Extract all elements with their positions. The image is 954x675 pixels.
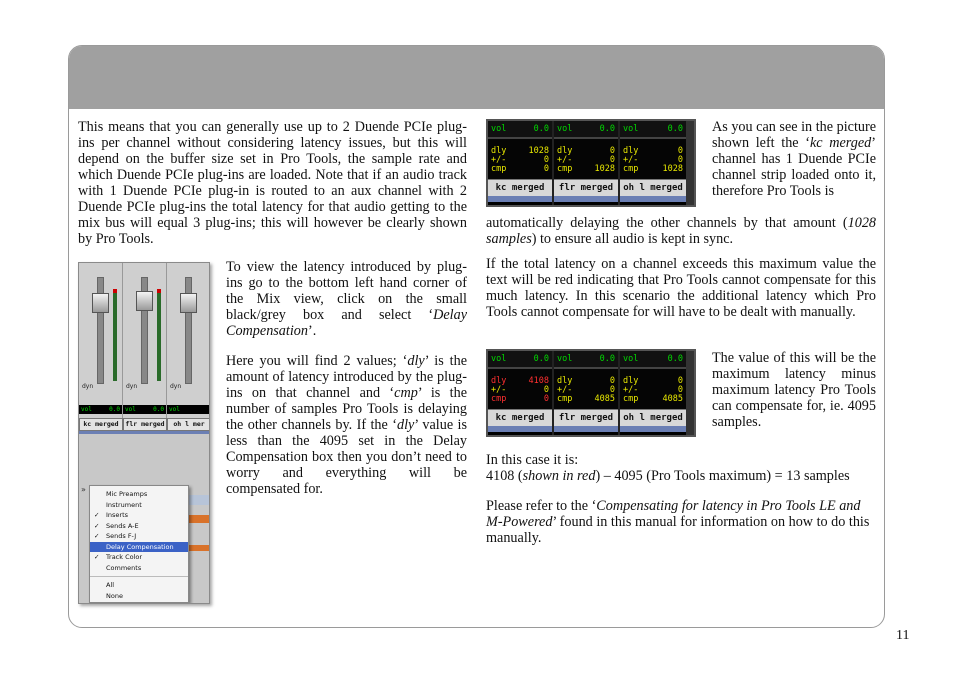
channel-strip — [554, 121, 620, 205]
track-name[interactable]: flr merged — [554, 409, 618, 426]
track-name[interactable]: kc merged — [79, 418, 123, 431]
check-icon: ✓ — [94, 532, 100, 540]
menu-item-mic-preamps[interactable]: Mic Preamps — [106, 490, 148, 498]
latency-readout — [554, 369, 618, 409]
plusminus-row: +/- 0 — [557, 384, 615, 395]
channel-strip — [488, 121, 554, 205]
plusminus-row: +/- 0 — [623, 384, 683, 395]
cmp-row: cmp 1028 — [557, 163, 615, 174]
plusminus-row: +/- 0 — [557, 154, 615, 165]
mixer-vol-readout: vol — [167, 405, 210, 414]
left-paragraph-3: Here you will find 2 values; ‘dly’ is the amount of latency introduced by the plug-ins on that channel and ‘cmp’ is the number of samples Pro Tools is delaying the other channels by. If the ‘dly’ value is less than the 4095 set in the Delay Compensation box then you don’t need to worry and everything will be compensated for. — [226, 353, 468, 497]
mixer-track-names — [79, 418, 210, 431]
delay-comp-strip-2 — [486, 349, 696, 437]
cmp-row: cmp 0 — [491, 393, 549, 404]
latency-readout — [488, 369, 552, 409]
mixer-channel-1 — [79, 263, 123, 423]
page-number: 11 — [896, 628, 910, 643]
track-name[interactable]: oh l merged — [620, 179, 686, 196]
menu-item-inserts[interactable]: ✓ Inserts — [94, 511, 129, 519]
mixer-screenshot — [78, 262, 210, 604]
right-paragraph-5: Please refer to the ‘Compensating for latency in Pro Tools LE and M-Powered’ found in this manual for information on how to do this manually. — [486, 498, 870, 546]
channel-strip — [620, 121, 686, 205]
vol-readout: vol 0.0 — [554, 121, 618, 139]
track-name[interactable]: kc merged — [488, 409, 552, 426]
track-name[interactable]: flr merged — [123, 418, 167, 431]
vol-readout: vol 0.0 — [488, 121, 552, 139]
latency-readout — [554, 139, 618, 179]
vol-readout: vol 0.0 — [488, 351, 552, 369]
left-paragraph-2: To view the latency introduced by plug-ins go to the bottom left hand corner of the Mix view, click on the small black/grey box and select ‘Delay Compensation’. — [226, 259, 467, 339]
vol-readout: vol 0.0 — [620, 351, 686, 369]
right-paragraph-4: In this case it is: 4108 (shown in red) – 4095 (Pro Tools maximum) = 13 samples — [486, 452, 850, 484]
plusminus-row: +/- 0 — [491, 384, 549, 395]
menu-item-sends-a-e[interactable]: ✓ Sends A-E — [94, 521, 139, 530]
fader-handle[interactable] — [136, 291, 153, 311]
dyn-label: dyn — [170, 383, 182, 390]
right-paragraph-2: If the total latency on a channel exceeds this maximum value the text will be red indicating that Pro Tools cannot compensate for this much latency. In this scenario the additional latency which Pro Tools cannot compensate for will have to be dealt with manually. — [486, 256, 876, 320]
plusminus-row: +/- 0 — [623, 154, 683, 165]
card-header-bar — [69, 46, 884, 109]
vol-readout: vol 0.0 — [554, 351, 618, 369]
cmp-row: cmp 4085 — [557, 393, 615, 404]
left-paragraph-1 — [78, 119, 467, 247]
cmp-row: cmp 0 — [491, 163, 549, 174]
check-icon: ✓ — [94, 511, 100, 519]
right-paragraph-3: The value of this will be the maximum latency minus maximum latency Pro Tools can compensate for, ie. 4095 samples. — [712, 350, 876, 430]
view-menu — [89, 485, 189, 603]
dly-row: dly 1028 — [491, 145, 549, 156]
right-paragraph-1: As you can see in the picture shown left the ‘kc merged’ channel has 1 Duende PCIe channel strip loaded onto it, therefore Pro Tools is — [712, 119, 876, 199]
level-meter — [157, 293, 161, 381]
latency-readout — [488, 139, 552, 179]
track-name[interactable]: kc merged — [488, 179, 552, 196]
fader-handle[interactable] — [92, 293, 109, 313]
track-name[interactable]: oh l mer — [167, 418, 210, 431]
menu-item-comments[interactable]: Comments — [106, 563, 142, 572]
menu-item-instrument[interactable]: Instrument — [106, 500, 142, 509]
menu-item-delay-compensation[interactable]: Delay Compensation — [90, 542, 188, 553]
fader-handle[interactable] — [180, 293, 197, 313]
channel-strip — [620, 351, 686, 435]
check-icon: ✓ — [94, 553, 100, 561]
vol-readout: vol 0.0 — [620, 121, 686, 139]
mixer-channel-2 — [123, 263, 167, 423]
latency-readout — [620, 369, 686, 409]
menu-item-track-color[interactable]: ✓ Track Color — [94, 553, 143, 561]
check-icon: ✓ — [94, 521, 100, 530]
mixer-vol-readout: vol 0.0 — [125, 406, 164, 413]
view-selector-icon[interactable]: » — [81, 485, 86, 494]
dly-row: dly 0 — [557, 145, 615, 156]
channel-strip — [554, 351, 620, 435]
track-name[interactable]: flr merged — [554, 179, 618, 196]
mixer-channel-3 — [167, 263, 210, 423]
dly-row: dly 0 — [623, 145, 683, 156]
mixer-vol-readout: vol 0.0 — [81, 406, 120, 413]
latency-readout — [620, 139, 686, 179]
menu-item-none[interactable]: None — [106, 591, 123, 600]
dyn-label: dyn — [126, 383, 138, 390]
dyn-label: dyn — [82, 383, 94, 390]
menu-item-sends-f-j[interactable]: ✓ Sends F-J — [94, 532, 137, 540]
level-meter — [113, 293, 117, 381]
cmp-row: cmp 1028 — [623, 163, 683, 174]
plusminus-row: +/- 0 — [491, 154, 549, 165]
dly-row: dly 0 — [623, 375, 683, 386]
right-paragraph-1-cont: automatically delaying the other channels by that amount (1028 samples) to ensure all audio is kept in sync. — [486, 215, 876, 247]
channel-strip — [488, 351, 554, 435]
dly-row: dly 4108 — [491, 375, 549, 386]
dly-row: dly 0 — [557, 375, 615, 386]
left-paragraph-1-text: This means that you can generally use up to 2 Duende PCIe plug-ins per channel without considering latency issues, but this will depend on the buffer size set in Pro Tools, the sample rate and which Duende PCIe plug-ins are loaded. Note that if an audio track with 1 Duende PCIe plug-in is routed to an aux channel with 2 Duende PCIe plug-ins the total latency for that audio getting to the mix bus will equal 3 plug-ins; this will however be clearly shown by Pro Tools. — [78, 119, 467, 247]
delay-comp-strip-1 — [486, 119, 696, 207]
track-name[interactable]: oh l merged — [620, 409, 686, 426]
menu-item-all[interactable]: All — [106, 581, 115, 589]
cmp-row: cmp 4085 — [623, 393, 683, 404]
